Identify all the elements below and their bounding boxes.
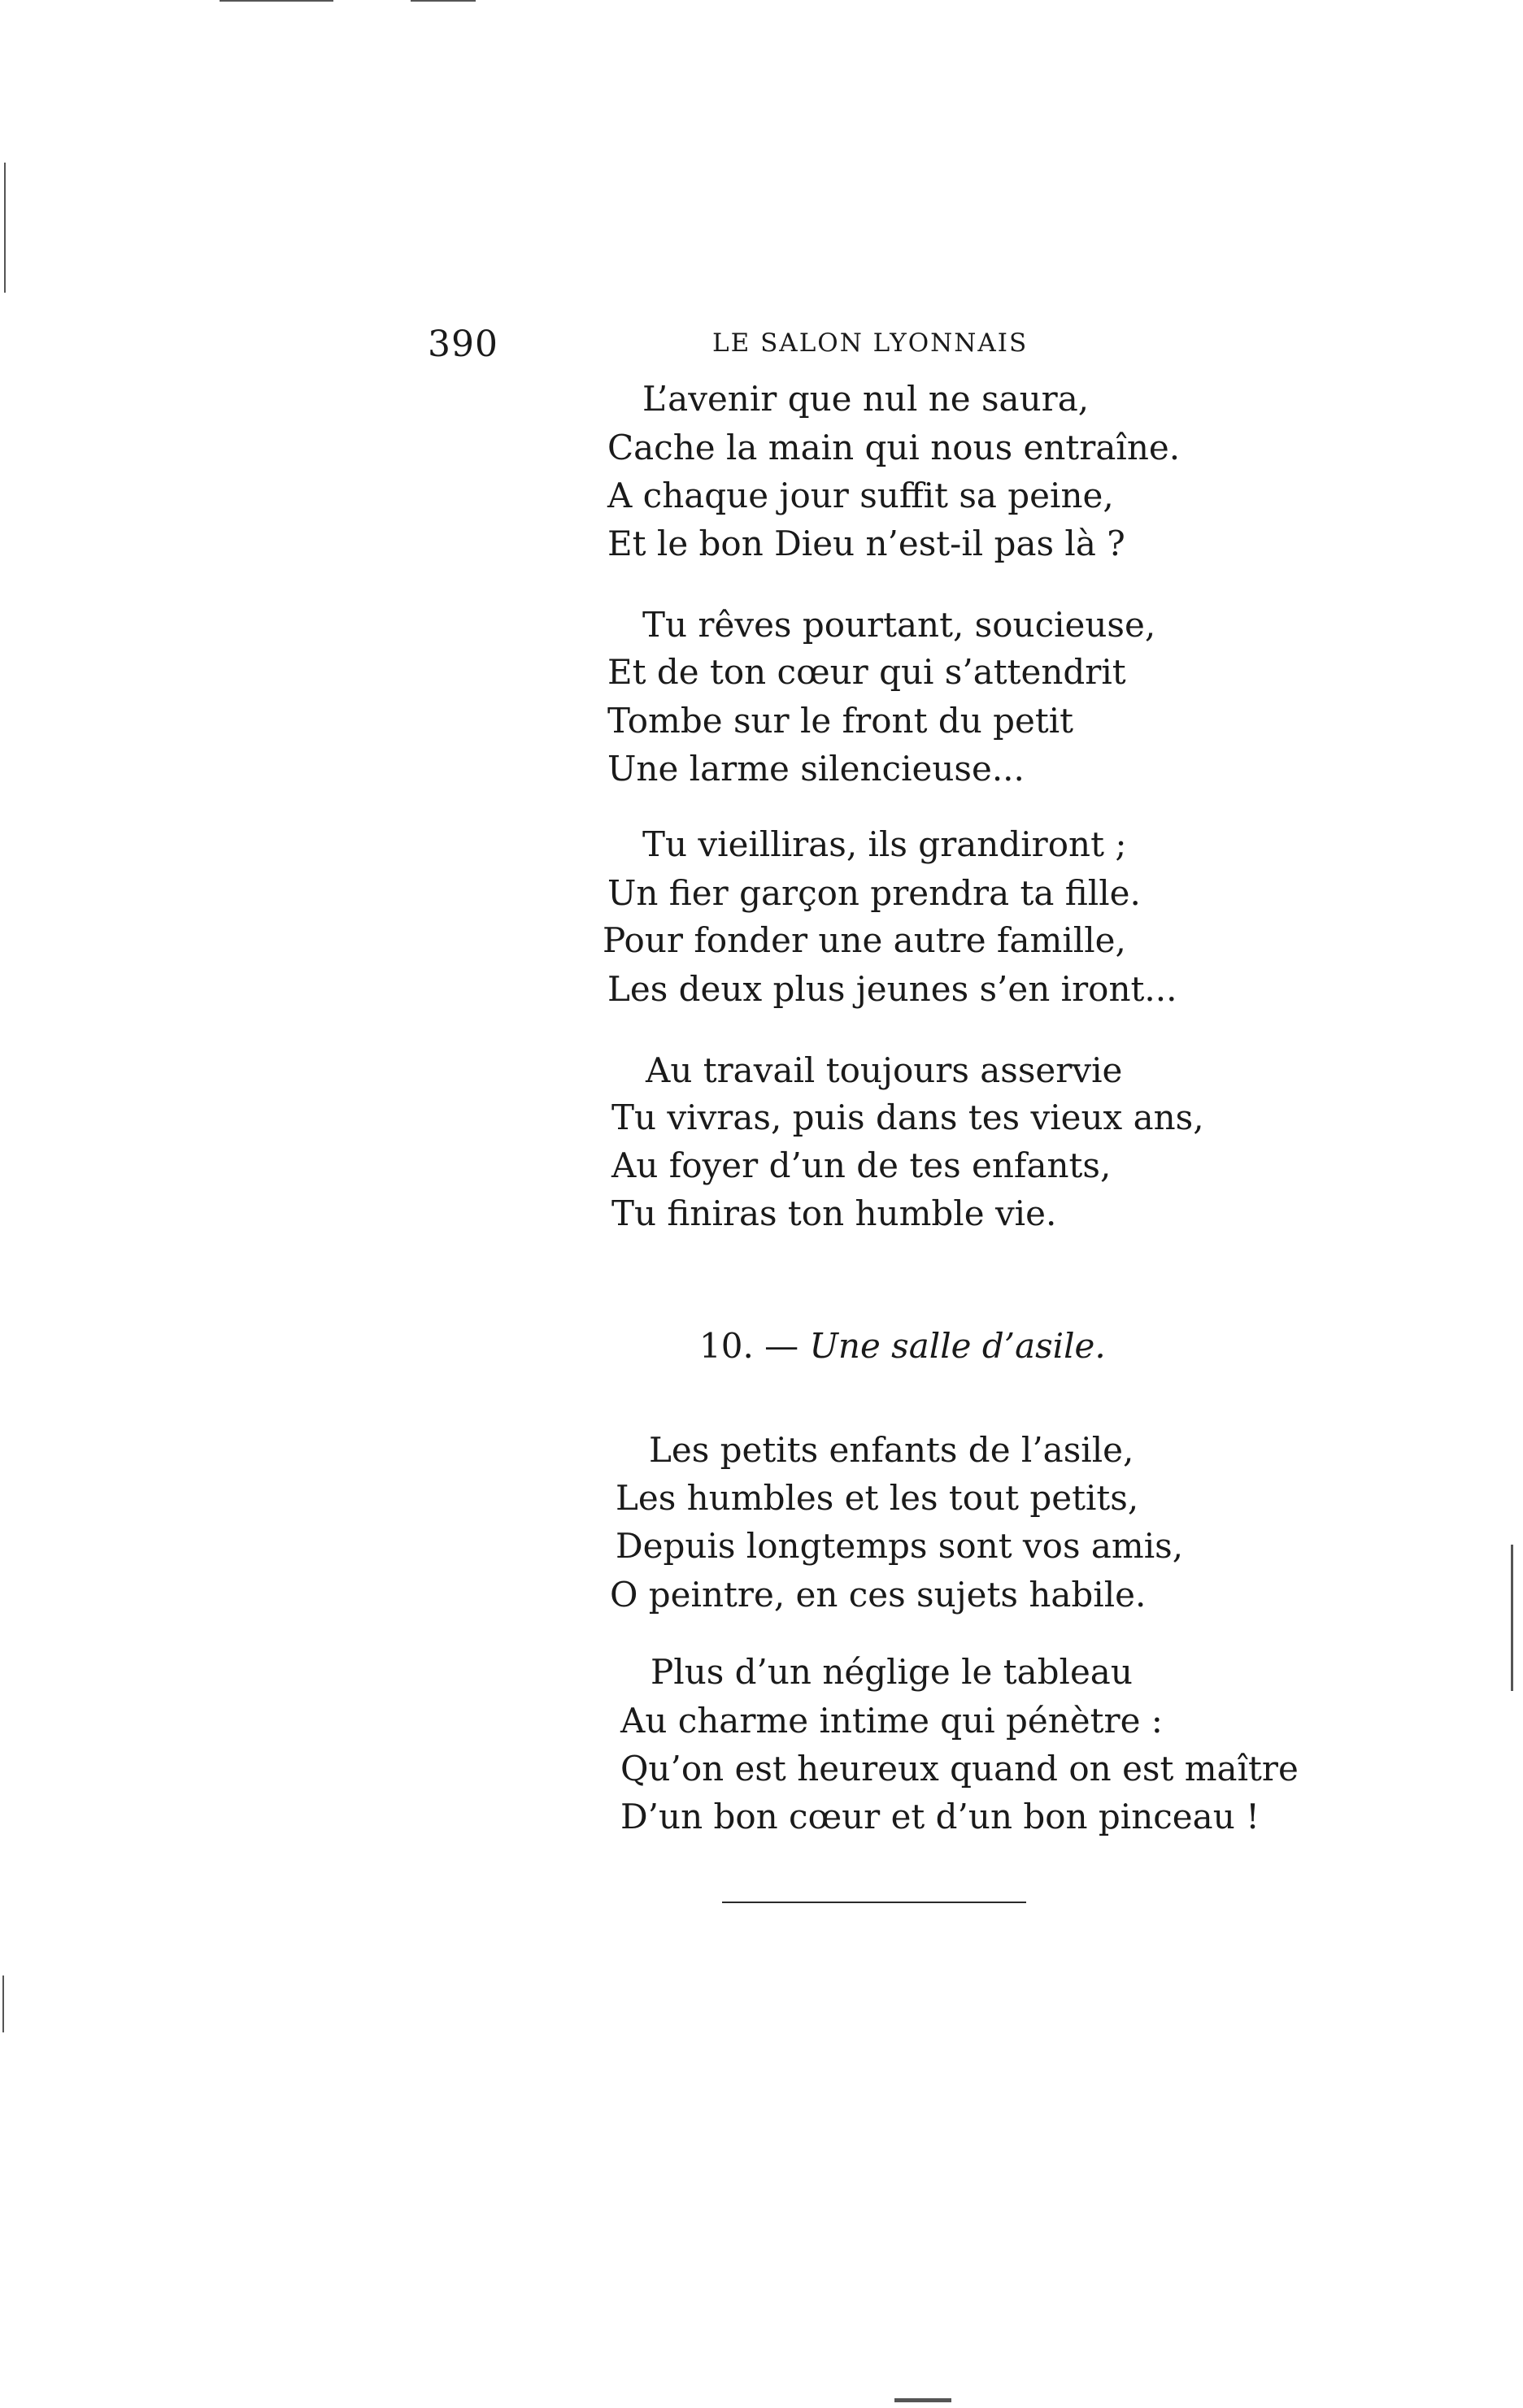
verse-line: Qu’on est heureux quand on est maître [620, 1749, 1299, 1789]
verse-line: Tombe sur le front du petit [607, 701, 1074, 741]
page-number: 390 [428, 324, 498, 365]
running-head: LE SALON LYONNAIS [712, 328, 1029, 358]
scan-edge-line [4, 163, 6, 293]
end-rule [722, 1902, 1026, 1903]
verse-line: Les humbles et les tout petits, [616, 1478, 1139, 1518]
verse-line: Et de ton cœur qui s’attendrit [607, 652, 1126, 692]
scan-edge-line [1511, 1545, 1513, 1691]
verse-line: L’avenir que nul ne saura, [642, 379, 1090, 419]
verse-line: D’un bon cœur et d’un bon pinceau ! [620, 1797, 1260, 1836]
section-heading [699, 1326, 1106, 1366]
verse-line: Depuis longtemps sont vos amis, [616, 1526, 1184, 1566]
verse-line: Les deux plus jeunes s’en iront... [607, 969, 1177, 1009]
section-title: Une salle d’asile. [809, 1326, 1106, 1366]
verse-line: Tu finiras ton humble vie. [611, 1193, 1057, 1233]
verse-line: Tu vieilliras, ils grandiront ; [642, 824, 1127, 864]
verse-line: Les petits enfants de l’asile, [649, 1430, 1134, 1470]
verse-line: Une larme silencieuse... [607, 749, 1025, 789]
scan-edge-line [894, 2398, 951, 2402]
verse-line: A chaque jour suffit sa peine, [607, 476, 1114, 515]
scan-edge-line [220, 0, 333, 2]
section-number: 10. — [699, 1326, 799, 1366]
scan-edge-line [2, 1976, 4, 2032]
verse-line: Tu vivras, puis dans tes vieux ans, [611, 1098, 1204, 1137]
scan-edge-line [411, 0, 476, 2]
verse-line: Cache la main qui nous entraîne. [607, 428, 1181, 467]
verse-line: Et le bon Dieu n’est-il pas là ? [607, 524, 1125, 563]
verse-line: Tu rêves pourtant, soucieuse, [642, 605, 1156, 645]
verse-line: Plus d’un néglige le tableau [651, 1652, 1133, 1692]
verse-line: Au charme intime qui pénètre : [620, 1701, 1163, 1741]
verse-line: Un fier garçon prendra ta fille. [607, 873, 1141, 913]
verse-line: O peintre, en ces sujets habile. [610, 1575, 1147, 1615]
verse-line: Pour fonder une autre famille, [603, 920, 1126, 960]
verse-line: Au foyer d’un de tes enfants, [611, 1145, 1112, 1185]
verse-line: Au travail toujours asservie [646, 1050, 1123, 1090]
